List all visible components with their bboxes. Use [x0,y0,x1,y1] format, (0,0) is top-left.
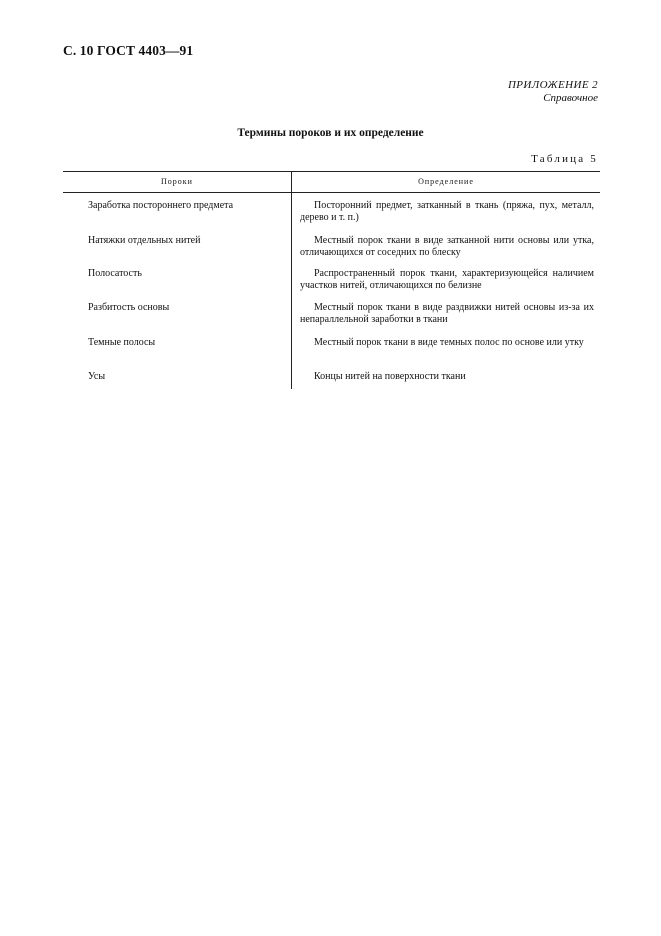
defect-definition: Распространенный порок ткани, характеризующейся наличием участков нитей, отличающихся по белизне [300,268,594,291]
defect-definition: Местный порок ткани в виде раздвижки нитей основы из-за их непараллельной заработки в ткани [300,302,594,325]
section-title: Термины пороков и их определение [237,127,424,139]
appendix-label: ПРИЛОЖЕНИЕ 2 [507,79,598,91]
column-header-defects: Пороки [161,177,193,186]
defect-definition: Посторонний предмет, затканный в ткань (пряжа, пух, металл, дерево и т. п.) [300,200,594,223]
defect-definition: Местный порок ткани в виде затканной нити основы или утка, отличающихся от соседних по блеску [300,235,594,258]
page-header: С. 10 ГОСТ 4403—91 [63,43,194,58]
appendix-kind: Справочное [543,92,598,104]
defect-term: Полосатость [88,268,142,279]
defect-term: Усы [88,371,106,382]
defect-term: Разбитость основы [88,302,170,313]
defect-term: Темные полосы [88,337,156,348]
table-column-divider [291,171,292,389]
table-caption: Таблица 5 [531,153,598,165]
defect-term: Натяжки отдельных нитей [88,235,201,246]
column-header-definition: Определение [418,177,474,186]
appendix-block [508,79,598,105]
defect-term: Заработка постороннего предмета [88,200,234,211]
table-header-rule [63,192,600,193]
defects-table [63,171,600,389]
defect-definition: Местный порок ткани в виде темных полос по основе или утку [314,337,584,348]
defect-definition: Концы нитей на поверхности ткани [314,371,466,382]
table-top-rule [63,171,600,172]
